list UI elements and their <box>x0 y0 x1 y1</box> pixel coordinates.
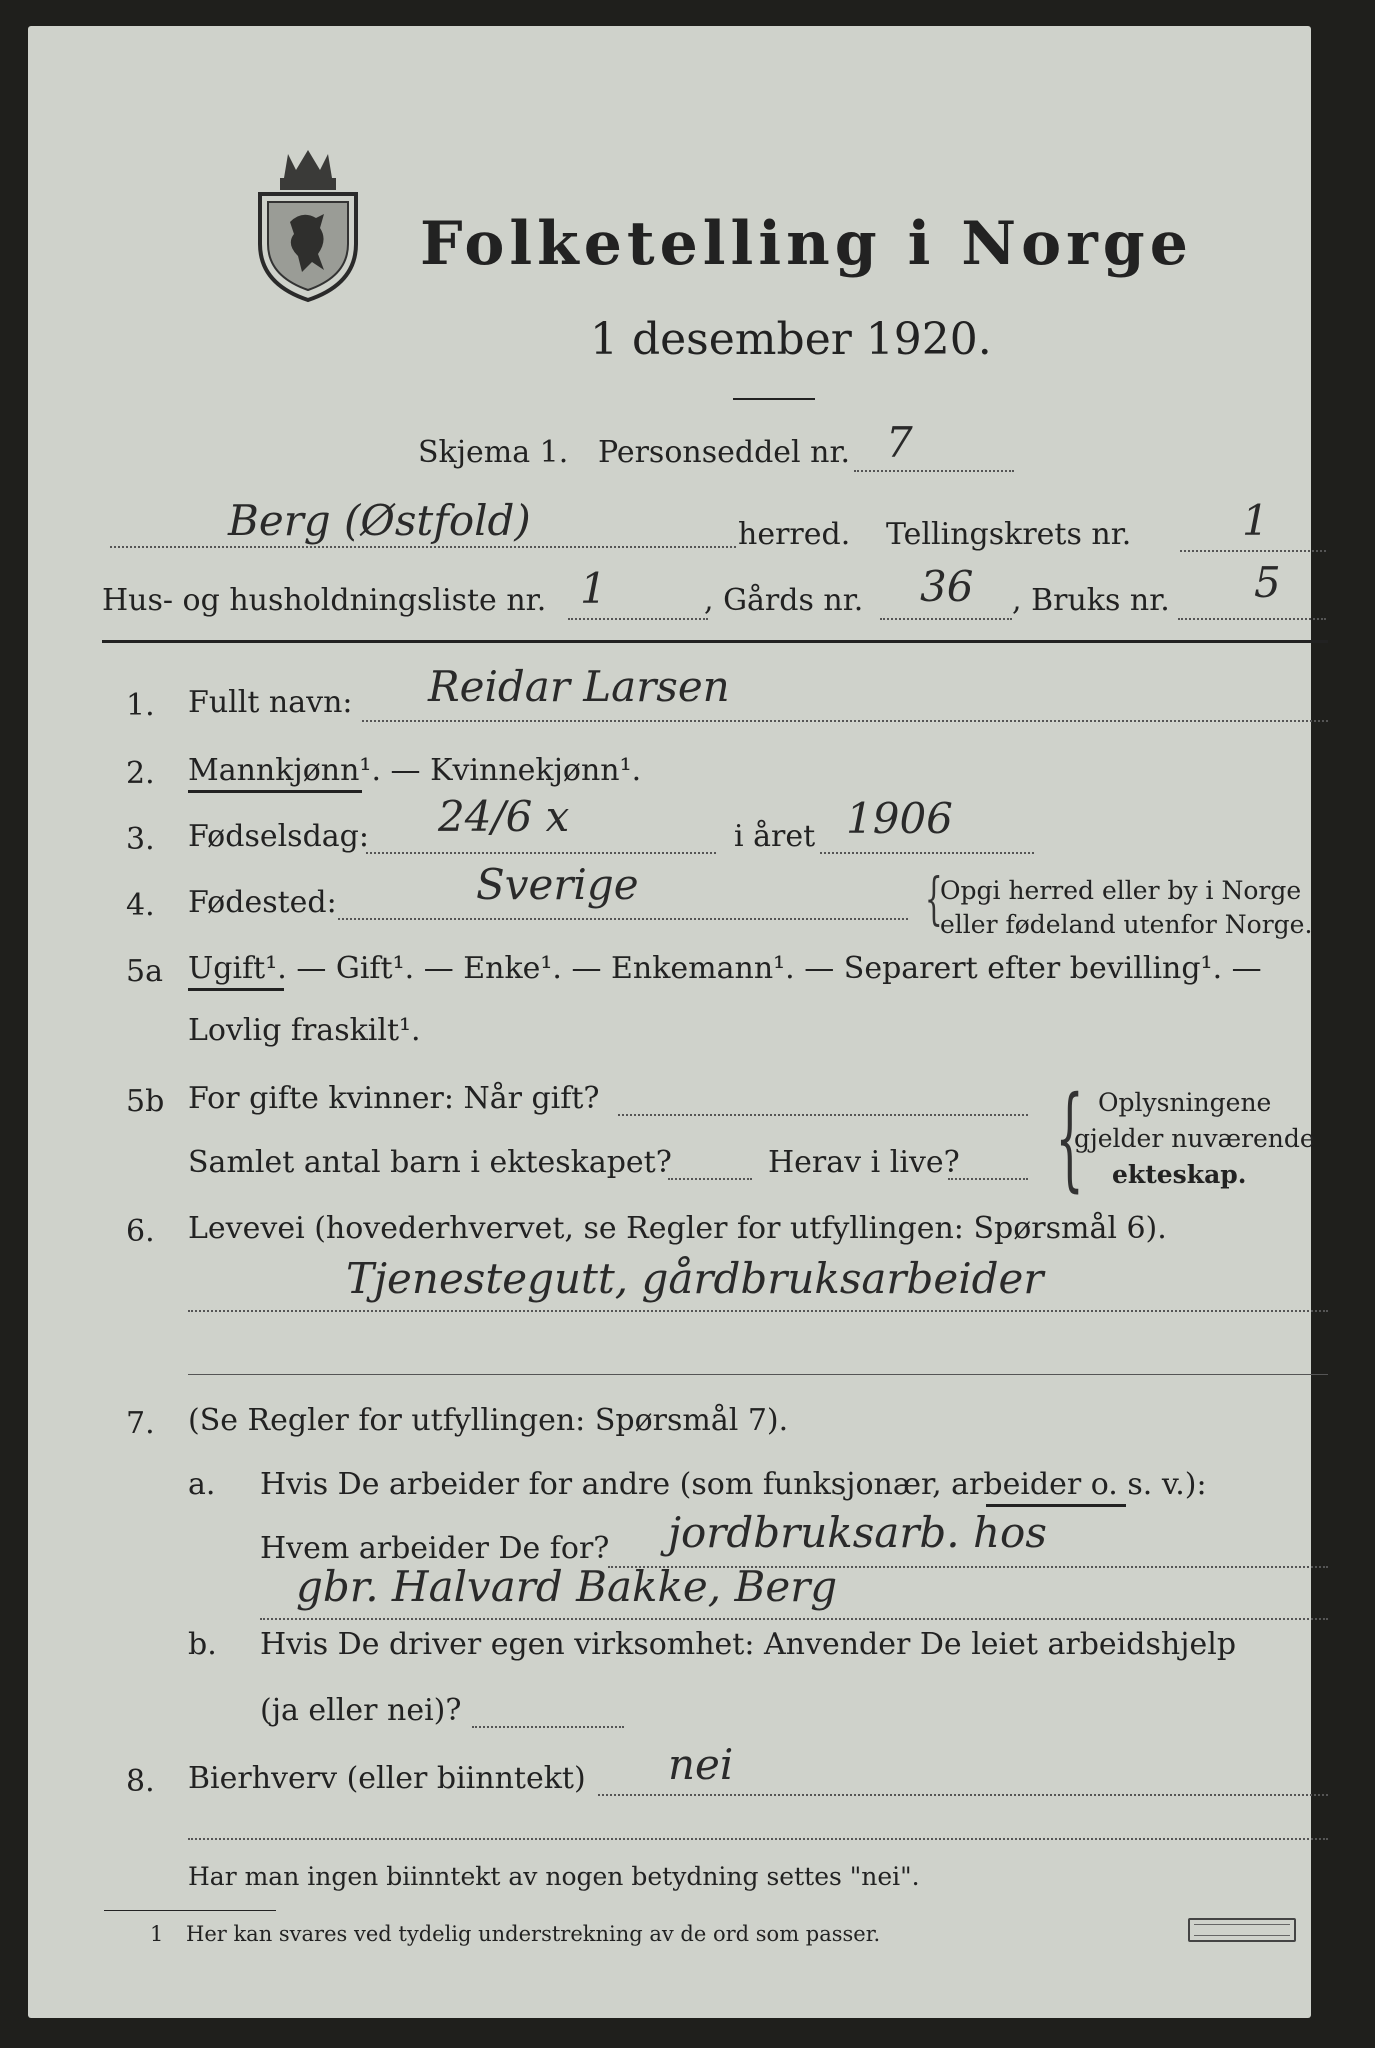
herred-value: Berg (Østfold) <box>228 496 531 545</box>
bruks-label: , Bruks nr. <box>1012 583 1170 618</box>
employer-value-line2: gbr. Halvard Bakke, Berg <box>296 1562 838 1611</box>
arbeider-underline <box>986 1504 1126 1507</box>
birthday-field[interactable] <box>366 852 716 854</box>
header-rule <box>102 640 1328 643</box>
full-name-field[interactable] <box>362 720 1328 722</box>
bruks-field[interactable] <box>1178 618 1326 620</box>
birthplace-note-brace: { <box>924 867 943 932</box>
bruks-value: 5 <box>1254 558 1281 607</box>
q3-number: 3. <box>126 822 155 857</box>
footnote-mark: 1 <box>150 1922 164 1946</box>
mannkjonn-underline <box>188 790 362 793</box>
husliste-label: Hus- og husholdningsliste nr. <box>102 583 547 618</box>
occupation-label: Levevei (hovederhvervet, se Regler for utfyllingen: Spørsmål 6). <box>188 1211 1167 1246</box>
employer-value-line1: jordbruksarb. hos <box>668 1508 1047 1557</box>
sex-options[interactable]: Mannkjønn¹. — Kvinnekjønn¹. <box>188 753 642 788</box>
side-income-label: Bierhverv (eller biinntekt) <box>188 1761 586 1796</box>
full-name-value: Reidar Larsen <box>428 662 730 711</box>
marriage-note-brace: { <box>1055 1073 1084 1203</box>
employer-field-line2[interactable] <box>260 1618 1328 1620</box>
q6-number: 6. <box>126 1214 155 1249</box>
birthplace-value: Sverige <box>476 860 639 909</box>
q4-number: 4. <box>126 888 155 923</box>
gards-label: , Gårds nr. <box>704 583 864 618</box>
ugift-underline <box>188 988 284 991</box>
footnote-rule <box>104 1910 276 1911</box>
q7a-question: Hvem arbeider De for? <box>260 1531 610 1566</box>
tellingskrets-field[interactable] <box>1180 550 1326 552</box>
q5a-number: 5a <box>126 954 163 989</box>
schema-label: Skjema 1. <box>418 435 569 470</box>
children-alive-label: Herav i live? <box>768 1145 960 1180</box>
q7a-letter: a. <box>188 1467 216 1502</box>
birthday-value: 24/6 x <box>438 792 570 841</box>
side-income-value: nei <box>668 1740 734 1789</box>
title-divider <box>733 398 815 400</box>
personseddel-label: Personseddel nr. <box>598 435 851 470</box>
children-total-field[interactable] <box>668 1178 752 1180</box>
tellingskrets-value: 1 <box>1242 496 1269 545</box>
occupation-field-line1[interactable] <box>188 1310 1328 1312</box>
marital-options[interactable]: Ugift¹. — Gift¹. — Enke¹. — Enkemann¹. — Separert efter bevilling¹. — <box>188 951 1262 986</box>
husliste-field[interactable] <box>568 618 708 620</box>
birthplace-field[interactable] <box>338 918 908 920</box>
married-date-field[interactable] <box>618 1114 1028 1116</box>
footnote-text: Her kan svares ved tydelig understrekning av de ord som passer. <box>186 1922 881 1946</box>
q1-number: 1. <box>126 688 155 723</box>
q3-label: Fødselsdag: <box>188 819 369 854</box>
printer-stamp <box>1188 1918 1296 1942</box>
marriage-note-line3: ekteskap. <box>1112 1160 1247 1189</box>
herred-field[interactable] <box>110 546 736 548</box>
birth-year-value: 1906 <box>846 794 953 843</box>
personseddel-field[interactable] <box>854 470 1014 472</box>
q7b-question: (ja eller nei)? <box>260 1693 462 1728</box>
husliste-value: 1 <box>580 564 607 613</box>
q7b-letter: b. <box>188 1627 217 1662</box>
personseddel-value: 7 <box>886 418 913 467</box>
side-income-note: Har man ingen biinntekt av nogen betydning settes "nei". <box>188 1862 920 1891</box>
q8-number: 8. <box>126 1764 155 1799</box>
gards-field[interactable] <box>880 618 1012 620</box>
birthplace-note-line2: eller fødeland utenfor Norge. <box>940 910 1313 939</box>
form-title: Folketelling i Norge <box>420 209 1193 279</box>
occupation-value: Tjenestegutt, gårdbruksarbeider <box>346 1254 1044 1303</box>
occupation-field-line2 <box>188 1374 1328 1375</box>
q5b-number: 5b <box>126 1084 165 1119</box>
year-label: i året <box>734 819 816 854</box>
children-total-label: Samlet antal barn i ekteskapet? <box>188 1145 672 1180</box>
gards-value: 36 <box>920 562 974 611</box>
birthplace-note-line1: Opgi herred eller by i Norge <box>940 876 1302 905</box>
q7-label: (Se Regler for utfyllingen: Spørsmål 7). <box>188 1403 789 1438</box>
census-form-paper <box>28 26 1315 2018</box>
hired-help-field[interactable] <box>472 1726 624 1728</box>
q4-label: Fødested: <box>188 885 337 920</box>
married-women-label: For gifte kvinner: Når gift? <box>188 1081 600 1116</box>
form-subtitle: 1 desember 1920. <box>590 314 992 365</box>
herred-label: herred. <box>738 517 851 552</box>
q7a-text: Hvis De arbeider for andre (som funksjonær, arbeider o. s. v.): <box>260 1467 1207 1502</box>
q7-number: 7. <box>126 1406 155 1441</box>
children-alive-field[interactable] <box>948 1178 1028 1180</box>
marital-options-line2[interactable]: Lovlig fraskilt¹. <box>188 1013 421 1048</box>
q2-number: 2. <box>126 756 155 791</box>
side-income-field-line2 <box>188 1838 1328 1840</box>
q7b-text: Hvis De driver egen virksomhet: Anvender De leiet arbeidshjelp <box>260 1627 1237 1662</box>
birth-year-field[interactable] <box>820 852 1034 854</box>
coat-of-arms-icon <box>250 144 366 304</box>
tellingskrets-label: Tellingskrets nr. <box>886 517 1132 552</box>
marriage-note-line2: gjelder nuværende <box>1074 1124 1315 1153</box>
marriage-note-line1: Oplysningene <box>1098 1088 1272 1117</box>
side-income-field[interactable] <box>598 1794 1328 1796</box>
q1-label: Fullt navn: <box>188 685 353 720</box>
